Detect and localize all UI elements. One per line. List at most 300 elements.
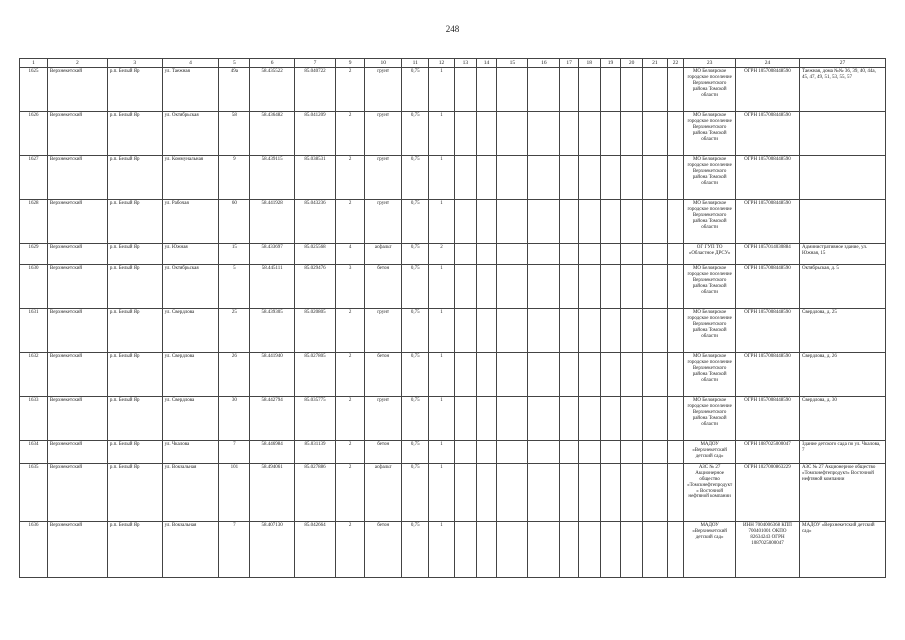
ogrn-cell: ОГРН 1057008448590 bbox=[735, 353, 799, 397]
owner-cell: МО Белоярское городское поселение Верхнекетского района Томской области bbox=[684, 112, 736, 156]
street-cell: ул. Октябрьская bbox=[162, 265, 219, 309]
empty-cell bbox=[667, 156, 684, 200]
empty-cell bbox=[476, 441, 497, 464]
settlement-cell: р.п. Белый Яр bbox=[107, 397, 162, 441]
empty-cell bbox=[667, 353, 684, 397]
ogrn-cell: ОГРН 1057008448590 bbox=[735, 200, 799, 244]
area-cell: 0,75 bbox=[402, 522, 429, 578]
longitude-cell: 85.027805 bbox=[294, 353, 335, 397]
empty-cell bbox=[476, 112, 497, 156]
settlement-cell: р.п. Белый Яр bbox=[107, 68, 162, 112]
bins-cell: 1 bbox=[429, 441, 455, 464]
column-number: 24 bbox=[735, 59, 799, 68]
empty-cell bbox=[578, 353, 600, 397]
settlement-cell: р.п. Белый Яр bbox=[107, 522, 162, 578]
empty-cell bbox=[600, 309, 621, 353]
ogrn-cell: ОГРН 1057008448590 bbox=[735, 309, 799, 353]
empty-cell bbox=[578, 265, 600, 309]
owner-cell: МАДОУ «Верхнекетский детский сад» bbox=[684, 522, 736, 578]
surface-cell: грунт bbox=[365, 68, 402, 112]
empty-cell bbox=[667, 68, 684, 112]
district-cell: Верхнекетский bbox=[47, 309, 107, 353]
count-cell: 2 bbox=[336, 68, 365, 112]
sources-cell bbox=[800, 156, 886, 200]
area-cell: 0,75 bbox=[402, 397, 429, 441]
bins-cell: 1 bbox=[429, 522, 455, 578]
empty-cell bbox=[642, 397, 667, 441]
settlement-cell: р.п. Белый Яр bbox=[107, 200, 162, 244]
owner-cell: МО Белоярское городское поселение Верхнекетского района Томской области bbox=[684, 397, 736, 441]
empty-cell bbox=[476, 522, 497, 578]
empty-cell bbox=[454, 156, 476, 200]
district-cell: Верхнекетский bbox=[47, 265, 107, 309]
table-row bbox=[20, 397, 886, 441]
registry-rows bbox=[20, 68, 886, 578]
empty-cell bbox=[578, 200, 600, 244]
column-number: 21 bbox=[642, 59, 667, 68]
empty-cell bbox=[642, 68, 667, 112]
empty-cell bbox=[560, 309, 579, 353]
district-cell: Верхнекетский bbox=[47, 522, 107, 578]
row-number: 1636 bbox=[20, 522, 48, 578]
longitude-cell: 85.027886 bbox=[294, 464, 335, 522]
area-cell: 0,75 bbox=[402, 200, 429, 244]
empty-cell bbox=[560, 200, 579, 244]
empty-cell bbox=[621, 522, 643, 578]
surface-cell: бетон bbox=[365, 522, 402, 578]
column-number: 13 bbox=[454, 59, 476, 68]
count-cell: 2 bbox=[336, 112, 365, 156]
empty-cell bbox=[642, 522, 667, 578]
empty-cell bbox=[621, 464, 643, 522]
empty-cell bbox=[642, 309, 667, 353]
empty-cell bbox=[476, 309, 497, 353]
empty-cell bbox=[560, 68, 579, 112]
sources-cell: Административное здание, ул. Южная, 15 bbox=[800, 244, 886, 265]
row-number: 1630 bbox=[20, 265, 48, 309]
district-cell: Верхнекетский bbox=[47, 112, 107, 156]
empty-cell bbox=[578, 464, 600, 522]
row-number: 1628 bbox=[20, 200, 48, 244]
ogrn-cell: ОГРН 1057014030884 bbox=[735, 244, 799, 265]
street-cell: ул. Рабочая bbox=[162, 200, 219, 244]
district-cell: Верхнекетский bbox=[47, 441, 107, 464]
empty-cell bbox=[642, 464, 667, 522]
area-cell: 0,75 bbox=[402, 353, 429, 397]
row-number: 1631 bbox=[20, 309, 48, 353]
owner-cell: МО Белоярское городское поселение Верхнекетского района Томской области bbox=[684, 353, 736, 397]
empty-cell bbox=[642, 353, 667, 397]
empty-cell bbox=[476, 68, 497, 112]
table-row bbox=[20, 441, 886, 464]
sources-cell bbox=[800, 112, 886, 156]
count-cell: 2 bbox=[336, 353, 365, 397]
longitude-cell: 85.043236 bbox=[294, 200, 335, 244]
empty-cell bbox=[454, 265, 476, 309]
area-cell: 0,75 bbox=[402, 309, 429, 353]
column-number: 11 bbox=[402, 59, 429, 68]
column-number: 4 bbox=[162, 59, 219, 68]
table-row bbox=[20, 112, 886, 156]
longitude-cell: 85.025568 bbox=[294, 244, 335, 265]
street-cell: ул. Таежная bbox=[162, 68, 219, 112]
ogrn-cell: ОГРН 1027000863229 bbox=[735, 464, 799, 522]
empty-cell bbox=[528, 441, 560, 464]
surface-cell: асфальт bbox=[365, 464, 402, 522]
house-number-cell: 60 bbox=[219, 200, 250, 244]
empty-cell bbox=[667, 441, 684, 464]
settlement-cell: р.п. Белый Яр bbox=[107, 265, 162, 309]
latitude-cell: 58.446984 bbox=[250, 441, 294, 464]
empty-cell bbox=[560, 464, 579, 522]
longitude-cell: 85.041209 bbox=[294, 112, 335, 156]
empty-cell bbox=[528, 200, 560, 244]
surface-cell: бетон bbox=[365, 441, 402, 464]
empty-cell bbox=[497, 353, 528, 397]
empty-cell bbox=[642, 112, 667, 156]
settlement-cell: р.п. Белый Яр bbox=[107, 441, 162, 464]
empty-cell bbox=[621, 68, 643, 112]
empty-cell bbox=[667, 244, 684, 265]
bins-cell: 1 bbox=[429, 200, 455, 244]
empty-cell bbox=[642, 156, 667, 200]
latitude-cell: 58.441940 bbox=[250, 353, 294, 397]
owner-cell: МО Белоярское городское поселение Верхнекетского района Томской области bbox=[684, 265, 736, 309]
sources-cell: Свердлова, д. 25 bbox=[800, 309, 886, 353]
empty-cell bbox=[600, 112, 621, 156]
empty-cell bbox=[454, 441, 476, 464]
area-cell: 0,75 bbox=[402, 112, 429, 156]
street-cell: ул. Октябрьская bbox=[162, 112, 219, 156]
sources-cell: Здание детского сада по ул. Чкалова, 7 bbox=[800, 441, 886, 464]
house-number-cell: 7 bbox=[219, 522, 250, 578]
empty-cell bbox=[621, 353, 643, 397]
surface-cell: бетон bbox=[365, 265, 402, 309]
column-number: 22 bbox=[667, 59, 684, 68]
empty-cell bbox=[621, 309, 643, 353]
empty-cell bbox=[497, 200, 528, 244]
empty-cell bbox=[667, 200, 684, 244]
latitude-cell: 58.494061 bbox=[250, 464, 294, 522]
count-cell: 2 bbox=[336, 441, 365, 464]
empty-cell bbox=[578, 68, 600, 112]
bins-cell: 1 bbox=[429, 112, 455, 156]
bins-cell: 1 bbox=[429, 464, 455, 522]
column-number: 7 bbox=[294, 59, 335, 68]
house-number-cell: 58 bbox=[219, 112, 250, 156]
area-cell: 0,75 bbox=[402, 441, 429, 464]
latitude-cell: 58.445111 bbox=[250, 265, 294, 309]
empty-cell bbox=[528, 464, 560, 522]
street-cell: ул. Свердлова bbox=[162, 397, 219, 441]
latitude-cell: 58.436482 bbox=[250, 112, 294, 156]
column-number: 6 bbox=[250, 59, 294, 68]
count-cell: 2 bbox=[336, 397, 365, 441]
table-row bbox=[20, 200, 886, 244]
empty-cell bbox=[454, 522, 476, 578]
owner-cell: МО Белоярское городское поселение Верхнекетского района Томской области bbox=[684, 156, 736, 200]
surface-cell: грунт bbox=[365, 309, 402, 353]
house-number-cell: 9 bbox=[219, 156, 250, 200]
settlement-cell: р.п. Белый Яр bbox=[107, 464, 162, 522]
empty-cell bbox=[667, 112, 684, 156]
empty-cell bbox=[497, 309, 528, 353]
bins-cell: 2 bbox=[429, 244, 455, 265]
surface-cell: грунт bbox=[365, 397, 402, 441]
empty-cell bbox=[560, 265, 579, 309]
surface-cell: асфальт bbox=[365, 244, 402, 265]
row-number: 1627 bbox=[20, 156, 48, 200]
area-cell: 0,75 bbox=[402, 68, 429, 112]
house-number-cell: 49а bbox=[219, 68, 250, 112]
empty-cell bbox=[497, 522, 528, 578]
ogrn-cell: ИНН 7004006368 КПП 700401001 ОКПО 82634243 ОГРН 1087025000047 bbox=[735, 522, 799, 578]
empty-cell bbox=[600, 397, 621, 441]
empty-cell bbox=[642, 441, 667, 464]
house-number-cell: 7 bbox=[219, 441, 250, 464]
area-cell: 0,75 bbox=[402, 156, 429, 200]
empty-cell bbox=[497, 441, 528, 464]
empty-cell bbox=[578, 244, 600, 265]
surface-cell: грунт bbox=[365, 200, 402, 244]
empty-cell bbox=[528, 265, 560, 309]
empty-cell bbox=[560, 156, 579, 200]
latitude-cell: 58.439305 bbox=[250, 309, 294, 353]
house-number-cell: 101 bbox=[219, 464, 250, 522]
sources-cell: Свердлова, д. 26 bbox=[800, 353, 886, 397]
latitude-cell: 58.439115 bbox=[250, 156, 294, 200]
empty-cell bbox=[621, 441, 643, 464]
empty-cell bbox=[454, 353, 476, 397]
column-number: 20 bbox=[621, 59, 643, 68]
column-number: 9 bbox=[336, 59, 365, 68]
count-cell: 2 bbox=[336, 309, 365, 353]
column-number: 27 bbox=[800, 59, 886, 68]
column-number: 18 bbox=[578, 59, 600, 68]
sources-cell bbox=[800, 200, 886, 244]
row-number: 1634 bbox=[20, 441, 48, 464]
empty-cell bbox=[667, 309, 684, 353]
empty-cell bbox=[578, 112, 600, 156]
empty-cell bbox=[578, 522, 600, 578]
column-number: 3 bbox=[107, 59, 162, 68]
empty-cell bbox=[497, 112, 528, 156]
empty-cell bbox=[600, 353, 621, 397]
empty-cell bbox=[476, 353, 497, 397]
owner-cell: МО Белоярское городское поселение Верхнекетского района Томской области bbox=[684, 68, 736, 112]
empty-cell bbox=[621, 112, 643, 156]
bins-cell: 1 bbox=[429, 265, 455, 309]
sources-cell: МАДОУ «Верхнекетский детский сад» bbox=[800, 522, 886, 578]
settlement-cell: р.п. Белый Яр bbox=[107, 353, 162, 397]
empty-cell bbox=[600, 68, 621, 112]
latitude-cell: 58.442794 bbox=[250, 397, 294, 441]
page-number: 248 bbox=[445, 24, 460, 34]
empty-cell bbox=[528, 244, 560, 265]
latitude-cell: 58.407130 bbox=[250, 522, 294, 578]
column-number: 23 bbox=[684, 59, 736, 68]
empty-cell bbox=[642, 265, 667, 309]
sources-cell: Таежная, дома №№ 36, 39, 40, 44а, 45, 47, 49, 51, 53, 55, 57 bbox=[800, 68, 886, 112]
ogrn-cell: ОГРН 1057008448590 bbox=[735, 265, 799, 309]
empty-cell bbox=[454, 464, 476, 522]
empty-cell bbox=[600, 464, 621, 522]
longitude-cell: 85.020805 bbox=[294, 309, 335, 353]
row-number: 1632 bbox=[20, 353, 48, 397]
table-row bbox=[20, 464, 886, 522]
area-cell: 0,75 bbox=[402, 244, 429, 265]
empty-cell bbox=[578, 156, 600, 200]
empty-cell bbox=[560, 441, 579, 464]
longitude-cell: 85.040722 bbox=[294, 68, 335, 112]
sources-cell: Октябрьская, д. 5 bbox=[800, 265, 886, 309]
street-cell: ул. Вокзальная bbox=[162, 464, 219, 522]
column-number: 15 bbox=[497, 59, 528, 68]
sources-cell: АЗС № 27 Акционерное общество «Томскнефтепродукт» Восточной нефтяной компании bbox=[800, 464, 886, 522]
empty-cell bbox=[528, 68, 560, 112]
empty-cell bbox=[528, 353, 560, 397]
empty-cell bbox=[454, 397, 476, 441]
empty-cell bbox=[560, 397, 579, 441]
empty-cell bbox=[578, 397, 600, 441]
count-cell: 3 bbox=[336, 265, 365, 309]
empty-cell bbox=[621, 397, 643, 441]
empty-cell bbox=[600, 156, 621, 200]
row-number: 1633 bbox=[20, 397, 48, 441]
surface-cell: грунт bbox=[365, 112, 402, 156]
settlement-cell: р.п. Белый Яр bbox=[107, 244, 162, 265]
owner-cell: АЗС № 27 Акционерное общество «Томскнефтепродукт» Восточной нефтяной компании bbox=[684, 464, 736, 522]
empty-cell bbox=[600, 265, 621, 309]
empty-cell bbox=[454, 244, 476, 265]
house-number-cell: 26 bbox=[219, 353, 250, 397]
empty-cell bbox=[476, 265, 497, 309]
empty-cell bbox=[578, 309, 600, 353]
empty-cell bbox=[497, 244, 528, 265]
column-number: 10 bbox=[365, 59, 402, 68]
empty-cell bbox=[667, 397, 684, 441]
empty-cell bbox=[600, 522, 621, 578]
house-number-cell: 15 bbox=[219, 244, 250, 265]
table-row bbox=[20, 522, 886, 578]
count-cell: 2 bbox=[336, 464, 365, 522]
owner-cell: МО Белоярское городское поселение Верхнекетского района Томской области bbox=[684, 200, 736, 244]
count-cell: 2 bbox=[336, 522, 365, 578]
empty-cell bbox=[600, 200, 621, 244]
latitude-cell: 58.435522 bbox=[250, 68, 294, 112]
longitude-cell: 85.038531 bbox=[294, 156, 335, 200]
area-cell: 0,75 bbox=[402, 464, 429, 522]
count-cell: 2 bbox=[336, 156, 365, 200]
street-cell: ул. Южная bbox=[162, 244, 219, 265]
bins-cell: 1 bbox=[429, 156, 455, 200]
table-row bbox=[20, 156, 886, 200]
empty-cell bbox=[476, 156, 497, 200]
longitude-cell: 85.029476 bbox=[294, 265, 335, 309]
empty-cell bbox=[667, 522, 684, 578]
district-cell: Верхнекетский bbox=[47, 464, 107, 522]
house-number-cell: 30 bbox=[219, 397, 250, 441]
bins-cell: 1 bbox=[429, 68, 455, 112]
ogrn-cell: ОГРН 1057008448590 bbox=[735, 112, 799, 156]
empty-cell bbox=[578, 441, 600, 464]
empty-cell bbox=[454, 112, 476, 156]
column-number: 14 bbox=[476, 59, 497, 68]
street-cell: ул. Вокзальная bbox=[162, 522, 219, 578]
empty-cell bbox=[667, 464, 684, 522]
empty-cell bbox=[600, 441, 621, 464]
bins-cell: 1 bbox=[429, 397, 455, 441]
empty-cell bbox=[476, 397, 497, 441]
empty-cell bbox=[600, 244, 621, 265]
latitude-cell: 58.441928 bbox=[250, 200, 294, 244]
column-number: 16 bbox=[528, 59, 560, 68]
empty-cell bbox=[476, 464, 497, 522]
area-cell: 0,75 bbox=[402, 265, 429, 309]
ogrn-cell: ОГРН 1057008448590 bbox=[735, 397, 799, 441]
column-number-row bbox=[20, 59, 886, 68]
empty-cell bbox=[560, 112, 579, 156]
empty-cell bbox=[497, 265, 528, 309]
column-number: 1 bbox=[20, 59, 48, 68]
district-cell: Верхнекетский bbox=[47, 68, 107, 112]
longitude-cell: 85.035775 bbox=[294, 397, 335, 441]
column-number: 12 bbox=[429, 59, 455, 68]
district-cell: Верхнекетский bbox=[47, 156, 107, 200]
empty-cell bbox=[667, 265, 684, 309]
empty-cell bbox=[476, 244, 497, 265]
empty-cell bbox=[642, 200, 667, 244]
house-number-cell: 25 bbox=[219, 309, 250, 353]
district-cell: Верхнекетский bbox=[47, 244, 107, 265]
district-cell: Верхнекетский bbox=[47, 200, 107, 244]
row-number: 1635 bbox=[20, 464, 48, 522]
table-row bbox=[20, 353, 886, 397]
settlement-cell: р.п. Белый Яр bbox=[107, 309, 162, 353]
street-cell: ул. Чкалова bbox=[162, 441, 219, 464]
empty-cell bbox=[560, 353, 579, 397]
empty-cell bbox=[528, 309, 560, 353]
column-number: 5 bbox=[219, 59, 250, 68]
ogrn-cell: ОГРН 1057008448590 bbox=[735, 156, 799, 200]
table-row bbox=[20, 309, 886, 353]
empty-cell bbox=[528, 156, 560, 200]
column-number: 17 bbox=[560, 59, 579, 68]
empty-cell bbox=[528, 522, 560, 578]
empty-cell bbox=[621, 265, 643, 309]
row-number: 1626 bbox=[20, 112, 48, 156]
empty-cell bbox=[528, 112, 560, 156]
empty-cell bbox=[497, 68, 528, 112]
table-row bbox=[20, 68, 886, 112]
registry-table bbox=[19, 58, 886, 578]
empty-cell bbox=[454, 200, 476, 244]
empty-cell bbox=[560, 522, 579, 578]
bins-cell: 1 bbox=[429, 353, 455, 397]
owner-cell: МАДОУ «Верхнекетский детский сад» bbox=[684, 441, 736, 464]
empty-cell bbox=[528, 397, 560, 441]
longitude-cell: 85.031139 bbox=[294, 441, 335, 464]
empty-cell bbox=[621, 200, 643, 244]
surface-cell: грунт bbox=[365, 156, 402, 200]
count-cell: 4 bbox=[336, 244, 365, 265]
street-cell: ул. Свердлова bbox=[162, 353, 219, 397]
empty-cell bbox=[560, 244, 579, 265]
surface-cell: бетон bbox=[365, 353, 402, 397]
empty-cell bbox=[476, 200, 497, 244]
row-number: 1629 bbox=[20, 244, 48, 265]
street-cell: ул. Коммунальная bbox=[162, 156, 219, 200]
